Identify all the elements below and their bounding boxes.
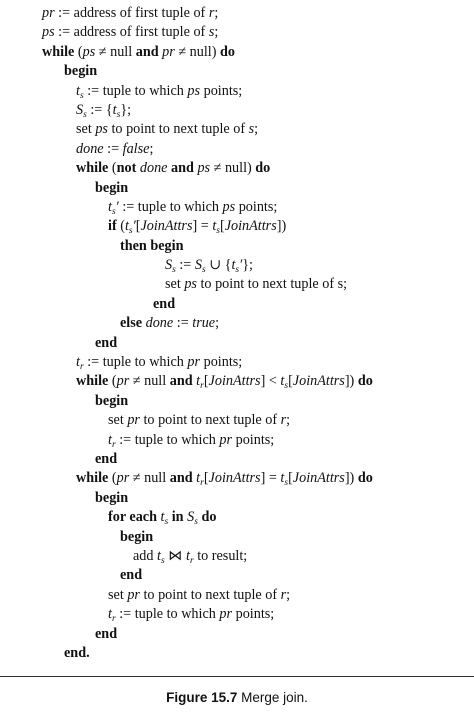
- subscript: s: [116, 109, 121, 120]
- code-text: ]): [344, 470, 358, 487]
- subscript: r: [79, 362, 84, 373]
- code-line: [0, 295, 474, 314]
- identifier: ′: [115, 198, 119, 215]
- code-text: set: [76, 121, 96, 138]
- identifier: t: [108, 431, 112, 448]
- keyword: begin: [120, 528, 154, 545]
- subscript: s: [235, 265, 240, 276]
- identifier: S: [165, 257, 173, 274]
- code-text: [: [288, 373, 293, 390]
- code-text: ≠ null: [129, 373, 170, 390]
- code-line: [0, 314, 474, 333]
- identifier: S: [194, 257, 202, 274]
- identifier: pr: [116, 373, 130, 390]
- identifier: ps: [197, 160, 211, 177]
- keyword: end: [95, 625, 118, 642]
- code-text: ≠ null: [95, 43, 136, 60]
- identifier: pr: [127, 586, 140, 603]
- code-text: to result;: [193, 547, 248, 564]
- identifier: t: [108, 198, 112, 215]
- code-text: [: [219, 218, 225, 235]
- code-text: ⋈: [164, 547, 186, 564]
- identifier: t: [108, 606, 112, 623]
- identifier: true: [192, 315, 216, 332]
- subscript: s: [284, 478, 289, 489]
- identifier: JoinAttrs: [140, 218, 193, 235]
- identifier: t: [112, 101, 117, 118]
- code-text: (: [74, 43, 83, 60]
- identifier: pr: [42, 5, 55, 21]
- identifier: t: [212, 218, 217, 235]
- identifier: t: [185, 547, 190, 564]
- figure-label: Figure 15.7: [166, 690, 238, 705]
- identifier: r: [280, 586, 287, 603]
- keyword: end: [120, 567, 143, 584]
- code-line: [0, 644, 474, 663]
- code-text: ;: [286, 586, 291, 603]
- identifier: pr: [162, 43, 175, 60]
- keyword: and: [171, 160, 194, 177]
- identifier: t: [196, 373, 201, 390]
- code-line: [0, 4, 474, 23]
- keyword: begin: [64, 63, 98, 80]
- subscript: r: [200, 381, 204, 392]
- code-line: [0, 275, 474, 294]
- code-text: [: [288, 470, 293, 487]
- identifier: ′: [239, 257, 243, 274]
- code-line: [0, 159, 474, 178]
- code-text: ;: [214, 24, 219, 41]
- code-text: set: [108, 586, 128, 603]
- keyword: end.: [64, 644, 90, 661]
- code-text: set: [108, 412, 128, 429]
- subscript: s: [79, 90, 84, 101]
- subscript: r: [200, 478, 204, 489]
- identifier: ps: [82, 43, 96, 60]
- subscript: s: [216, 226, 220, 237]
- identifier: s: [208, 24, 215, 41]
- keyword: while: [42, 43, 75, 60]
- identifier: pr: [219, 431, 233, 448]
- code-line: [0, 353, 474, 372]
- identifier: t: [157, 547, 161, 564]
- code-text: ;: [286, 412, 291, 429]
- code-text: ≠ null): [174, 43, 221, 60]
- identifier: false: [122, 140, 150, 157]
- identifier: t: [280, 470, 285, 487]
- code-text: := tuple to which: [118, 198, 223, 215]
- identifier: r: [208, 5, 215, 21]
- code-text: :=: [103, 140, 123, 157]
- code-text: };: [120, 101, 132, 118]
- code-text: := tuple to which: [115, 606, 220, 623]
- code-line: [0, 198, 474, 217]
- code-line: [0, 43, 474, 62]
- code-text: ] =: [192, 218, 213, 235]
- code-line: [0, 450, 474, 469]
- code-line: [0, 528, 474, 547]
- identifier: pr: [127, 412, 140, 429]
- keyword: begin: [95, 392, 129, 409]
- code-text: := address of first tuple of: [54, 5, 209, 21]
- keyword: while: [76, 373, 109, 390]
- code-line: [0, 23, 474, 42]
- code-line: [0, 469, 474, 488]
- code-line: [0, 217, 474, 236]
- code-text: (: [108, 470, 117, 487]
- code-text: ] =: [260, 470, 281, 487]
- keyword: in: [171, 509, 184, 526]
- identifier: S: [76, 101, 84, 118]
- keyword: do: [255, 160, 271, 177]
- code-line: [0, 82, 474, 101]
- identifier: JoinAttrs: [292, 470, 345, 487]
- identifier: ps: [95, 121, 108, 138]
- subscript: s: [201, 265, 206, 276]
- code-line: [0, 625, 474, 644]
- figure-caption: [0, 690, 474, 705]
- code-text: := address of first tuple of: [54, 24, 209, 41]
- subscript: s: [128, 226, 133, 237]
- code-line: [0, 508, 474, 527]
- code-text: := tuple to which: [115, 431, 220, 448]
- code-text: [: [203, 373, 209, 390]
- code-line: [0, 179, 474, 198]
- code-text: (: [108, 160, 117, 177]
- code-text: ]): [344, 373, 358, 390]
- code-line: [0, 140, 474, 159]
- keyword: do: [357, 470, 373, 487]
- identifier: s: [248, 121, 255, 138]
- keyword: end: [95, 450, 118, 467]
- identifier: t: [160, 509, 165, 526]
- subscript: s: [164, 517, 169, 528]
- identifier: ps: [184, 276, 197, 293]
- keyword: end: [153, 295, 176, 312]
- code-text: [: [203, 470, 209, 487]
- code-text: to point to next tuple of s;: [196, 276, 348, 293]
- identifier: done: [139, 160, 168, 177]
- code-text: ≠ null: [129, 470, 170, 487]
- identifier: r: [280, 412, 287, 429]
- code-text: points;: [200, 354, 243, 371]
- code-line: [0, 101, 474, 120]
- subscript: s: [161, 555, 165, 566]
- code-line: [0, 237, 474, 256]
- keyword: if: [108, 218, 117, 235]
- subscript: s: [172, 265, 176, 276]
- code-text: ∪ {: [205, 257, 232, 274]
- code-line: [0, 372, 474, 391]
- subscript: s: [111, 206, 116, 217]
- subscript: s: [194, 517, 198, 528]
- code-line: [0, 489, 474, 508]
- keyword: else: [120, 315, 143, 332]
- keyword: while: [76, 160, 109, 177]
- keyword: and: [169, 470, 193, 487]
- algorithm-listing: [0, 4, 474, 663]
- code-text: ;: [214, 5, 219, 21]
- identifier: JoinAttrs: [224, 218, 277, 235]
- identifier: pr: [187, 354, 201, 371]
- keyword: do: [201, 509, 217, 526]
- code-line: [0, 256, 474, 275]
- code-text: := tuple to which: [83, 354, 188, 371]
- figure-title: Merge join.: [241, 690, 308, 705]
- code-text: to point to next tuple of: [107, 121, 249, 138]
- identifier: ′: [132, 218, 136, 235]
- identifier: JoinAttrs: [208, 373, 261, 390]
- caption-divider: [0, 676, 474, 677]
- code-line: [0, 586, 474, 605]
- keyword: end: [95, 334, 118, 351]
- keyword: while: [76, 470, 109, 487]
- keyword: for each: [108, 509, 157, 526]
- identifier: t: [76, 82, 80, 99]
- subscript: s: [284, 381, 289, 392]
- keyword: begin: [95, 489, 129, 506]
- identifier: JoinAttrs: [292, 373, 345, 390]
- code-text: add: [133, 547, 158, 564]
- code-text: set: [165, 276, 185, 293]
- identifier: t: [196, 470, 201, 487]
- identifier: done: [76, 140, 104, 157]
- code-text: ]): [276, 218, 287, 235]
- code-line: [0, 431, 474, 450]
- code-text: := tuple to which: [83, 82, 188, 99]
- code-text: points;: [232, 431, 275, 448]
- code-text: points;: [200, 82, 243, 99]
- code-line: [0, 334, 474, 353]
- code-text: ≠ null): [210, 160, 256, 177]
- subscript: s: [83, 109, 87, 120]
- keyword: do: [357, 373, 373, 390]
- identifier: JoinAttrs: [208, 470, 261, 487]
- keyword: begin: [95, 179, 129, 196]
- code-text: points;: [235, 198, 278, 215]
- keyword: not: [116, 160, 137, 177]
- identifier: S: [187, 509, 195, 526]
- keyword: do: [220, 43, 235, 60]
- identifier: t: [124, 218, 129, 235]
- identifier: pr: [116, 470, 130, 487]
- code-text: ] <: [260, 373, 281, 390]
- identifier: pr: [219, 606, 233, 623]
- identifier: ps: [187, 82, 201, 99]
- code-text: points;: [232, 606, 275, 623]
- code-line: [0, 566, 474, 585]
- code-line: [0, 605, 474, 624]
- code-text: :=: [175, 257, 195, 274]
- code-line: [0, 392, 474, 411]
- keyword: and: [135, 43, 159, 60]
- identifier: t: [231, 257, 236, 274]
- code-text: :=: [173, 315, 193, 332]
- code-text: to point to next tuple of: [139, 412, 281, 429]
- code-text: [: [135, 218, 141, 235]
- code-line: [0, 62, 474, 81]
- subscript: r: [111, 614, 116, 625]
- code-text: ;: [149, 140, 154, 157]
- identifier: t: [76, 354, 80, 371]
- code-text: (: [108, 373, 117, 390]
- identifier: ps: [42, 24, 55, 41]
- code-line: [0, 411, 474, 430]
- code-text: := {: [86, 101, 113, 118]
- code-text: ;: [215, 315, 220, 332]
- code-text: };: [242, 257, 253, 274]
- code-text: (: [116, 218, 125, 235]
- identifier: done: [145, 315, 174, 332]
- identifier: ps: [222, 198, 236, 215]
- code-line: [0, 547, 474, 566]
- identifier: t: [280, 373, 285, 390]
- subscript: r: [189, 555, 194, 566]
- keyword: then begin: [120, 237, 184, 254]
- subscript: r: [111, 439, 116, 450]
- code-text: to point to next tuple of: [139, 586, 281, 603]
- keyword: and: [169, 373, 193, 390]
- code-line: [0, 120, 474, 139]
- code-text: ;: [254, 121, 259, 138]
